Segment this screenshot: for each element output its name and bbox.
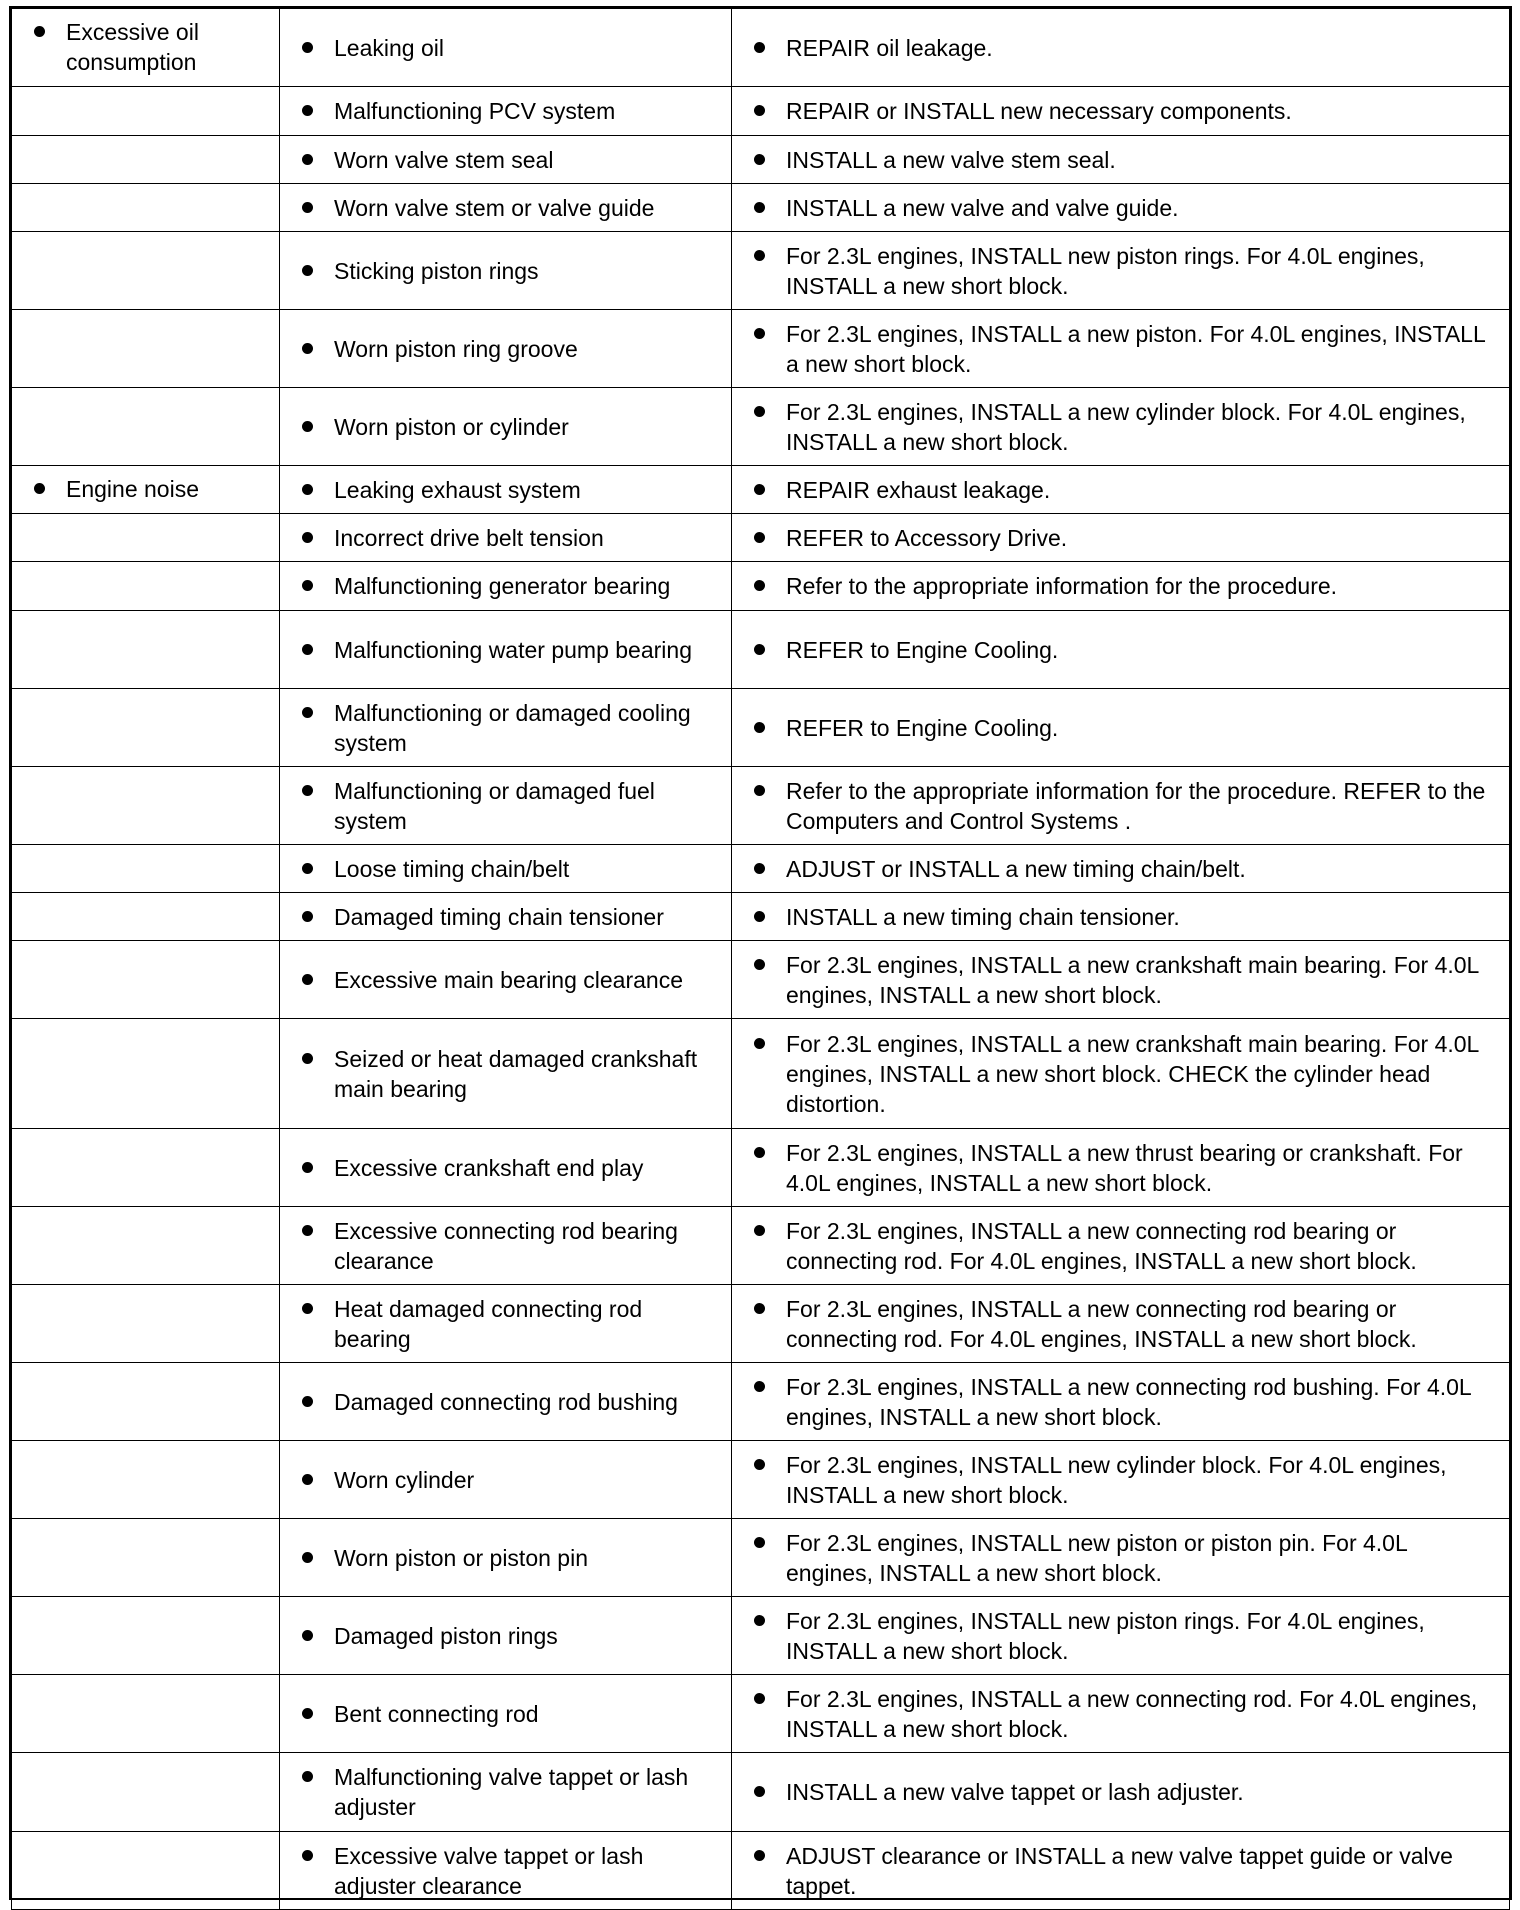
- table-row: [12, 893, 1510, 941]
- condition-cell: [12, 310, 280, 388]
- cause-item: [302, 1621, 721, 1651]
- condition-cell: [12, 466, 280, 514]
- cause-item: [302, 1465, 721, 1495]
- cause-item: [302, 523, 721, 553]
- action-text: For 2.3L engines, INSTALL new piston rings. For 4.0L engines, INSTALL a new short block.: [786, 1607, 1425, 1664]
- condition-cell: [12, 1519, 280, 1597]
- cause-item: [302, 698, 721, 758]
- cause-cell: [280, 184, 732, 232]
- action-cell: [732, 1019, 1510, 1129]
- action-text: For 2.3L engines, INSTALL a new connecting rod bushing. For 4.0L engines, INSTALL a new short block.: [786, 1373, 1471, 1430]
- table-row: [12, 1441, 1510, 1519]
- table-row: [12, 767, 1510, 845]
- action-cell: [732, 514, 1510, 562]
- cause-text: Leaking oil: [334, 34, 444, 61]
- bullet-icon: [302, 1552, 313, 1563]
- condition-cell: [12, 1441, 280, 1519]
- condition-text: Excessive oil consumption: [66, 19, 199, 75]
- cause-text: Malfunctioning water pump bearing: [334, 636, 692, 663]
- cause-cell: [280, 87, 732, 136]
- bullet-icon: [754, 959, 765, 970]
- bullet-icon: [754, 1147, 765, 1158]
- action-text: REFER to Engine Cooling.: [786, 714, 1059, 741]
- cause-item: [302, 412, 721, 442]
- cause-item: [302, 1543, 721, 1573]
- bullet-icon: [754, 250, 765, 261]
- cause-cell: [280, 466, 732, 514]
- condition-cell: [12, 1675, 280, 1753]
- action-text: REPAIR exhaust leakage.: [786, 476, 1051, 503]
- cause-cell: [280, 514, 732, 562]
- bullet-icon: [754, 1038, 765, 1049]
- action-text: REPAIR oil leakage.: [786, 34, 993, 61]
- action-cell: [732, 1832, 1510, 1910]
- bullet-icon: [754, 484, 765, 495]
- action-cell: [732, 232, 1510, 310]
- cause-cell: [280, 388, 732, 466]
- cause-cell: [280, 689, 732, 767]
- table-row: [12, 310, 1510, 388]
- action-cell: [732, 845, 1510, 893]
- cause-cell: [280, 1019, 732, 1129]
- action-text: For 2.3L engines, INSTALL a new connecting rod bearing or connecting rod. For 4.0L engines, INSTALL a new short block.: [786, 1217, 1417, 1274]
- bullet-icon: [754, 1381, 765, 1392]
- action-cell: [732, 562, 1510, 611]
- table-row: [12, 1363, 1510, 1441]
- cause-item: [302, 475, 721, 505]
- action-cell: [732, 1363, 1510, 1441]
- cause-item: [302, 1216, 721, 1276]
- condition-cell: [12, 232, 280, 310]
- table-row: [12, 1207, 1510, 1285]
- bullet-icon: [302, 580, 313, 591]
- bullet-icon: [302, 1396, 313, 1407]
- action-cell: [732, 9, 1510, 87]
- cause-item: [302, 256, 721, 286]
- cause-text: Excessive valve tappet or lash adjuster clearance: [334, 1842, 644, 1899]
- bullet-icon: [754, 1615, 765, 1626]
- condition-cell: [12, 388, 280, 466]
- bullet-icon: [754, 644, 765, 655]
- diagnosis-table-body: [12, 9, 1510, 1910]
- bullet-icon: [302, 974, 313, 985]
- bullet-icon: [302, 644, 313, 655]
- cause-text: Bent connecting rod: [334, 1700, 539, 1727]
- bullet-icon: [302, 1225, 313, 1236]
- action-cell: [732, 466, 1510, 514]
- cause-cell: [280, 310, 732, 388]
- bullet-icon: [302, 1053, 313, 1064]
- bullet-icon: [754, 580, 765, 591]
- action-text: ADJUST or INSTALL a new timing chain/belt.: [786, 855, 1246, 882]
- table-row: [12, 1753, 1510, 1832]
- action-text: For 2.3L engines, INSTALL a new piston. For 4.0L engines, INSTALL a new short block.: [786, 320, 1485, 377]
- cause-text: Heat damaged connecting rod bearing: [334, 1295, 643, 1352]
- action-item: [754, 1294, 1499, 1354]
- cause-cell: [280, 1597, 732, 1675]
- bullet-icon: [34, 483, 45, 494]
- action-cell: [732, 1597, 1510, 1675]
- bullet-icon: [754, 154, 765, 165]
- condition-cell: [12, 1363, 280, 1441]
- cause-cell: [280, 1207, 732, 1285]
- bullet-icon: [754, 202, 765, 213]
- bullet-icon: [754, 1786, 765, 1797]
- bullet-icon: [754, 1225, 765, 1236]
- cause-item: [302, 334, 721, 364]
- bullet-icon: [302, 1162, 313, 1173]
- cause-item: [302, 1762, 721, 1822]
- action-text: REFER to Engine Cooling.: [786, 636, 1059, 663]
- table-row: [12, 466, 1510, 514]
- condition-cell: [12, 184, 280, 232]
- action-text: For 2.3L engines, INSTALL a new connecting rod bearing or connecting rod. For 4.0L engines, INSTALL a new short block.: [786, 1295, 1417, 1352]
- action-text: For 2.3L engines, INSTALL a new thrust bearing or crankshaft. For 4.0L engines, INSTALL a new short block.: [786, 1139, 1463, 1196]
- bullet-icon: [754, 1537, 765, 1548]
- condition-cell: [12, 767, 280, 845]
- table-row: [12, 514, 1510, 562]
- bullet-icon: [754, 1303, 765, 1314]
- action-item: [754, 571, 1499, 601]
- action-cell: [732, 310, 1510, 388]
- table-row: [12, 388, 1510, 466]
- action-item: [754, 1450, 1499, 1510]
- table-row: [12, 87, 1510, 136]
- action-item: [754, 950, 1499, 1010]
- bullet-icon: [754, 328, 765, 339]
- bullet-icon: [302, 1630, 313, 1641]
- table-row: [12, 562, 1510, 611]
- action-text: REPAIR or INSTALL new necessary components.: [786, 98, 1292, 124]
- bullet-icon: [302, 343, 313, 354]
- action-text: For 2.3L engines, INSTALL new piston rings. For 4.0L engines, INSTALL a new short block.: [786, 242, 1425, 299]
- condition-cell: [12, 9, 280, 87]
- action-item: [754, 475, 1499, 505]
- action-text: For 2.3L engines, INSTALL new piston or piston pin. For 4.0L engines, INSTALL a new short block.: [786, 1529, 1407, 1586]
- cause-cell: [280, 1675, 732, 1753]
- cause-text: Worn piston ring groove: [334, 335, 578, 362]
- bullet-icon: [302, 265, 313, 276]
- bullet-icon: [754, 532, 765, 543]
- cause-text: Malfunctioning valve tappet or lash adjuster: [334, 1764, 689, 1820]
- table-row: [12, 1675, 1510, 1753]
- action-text: For 2.3L engines, INSTALL a new connecting rod. For 4.0L engines, INSTALL a new short block.: [786, 1685, 1478, 1742]
- action-text: INSTALL a new valve and valve guide.: [786, 194, 1179, 221]
- action-cell: [732, 1441, 1510, 1519]
- table-row: [12, 1519, 1510, 1597]
- diagnosis-table: [11, 8, 1510, 1910]
- action-item: [754, 397, 1499, 457]
- action-item: [754, 319, 1499, 379]
- condition-cell: [12, 1832, 280, 1910]
- bullet-icon: [34, 26, 45, 37]
- cause-cell: [280, 9, 732, 87]
- cause-cell: [280, 1832, 732, 1910]
- cause-text: Worn piston or cylinder: [334, 413, 569, 440]
- action-text: For 2.3L engines, INSTALL a new cylinder block. For 4.0L engines, INSTALL a new short block.: [786, 398, 1466, 455]
- table-row: [12, 1129, 1510, 1207]
- table-row: [12, 611, 1510, 689]
- table-row: [12, 1019, 1510, 1129]
- action-cell: [732, 1285, 1510, 1363]
- action-text: For 2.3L engines, INSTALL a new crankshaft main bearing. For 4.0L engines, INSTALL a new short block. CHECK the cylinder head distortion.: [786, 1030, 1479, 1117]
- cause-text: Sticking piston rings: [334, 257, 539, 284]
- action-cell: [732, 941, 1510, 1019]
- cause-text: Malfunctioning generator bearing: [334, 573, 671, 599]
- action-item: [754, 145, 1499, 175]
- condition-cell: [12, 514, 280, 562]
- bullet-icon: [754, 911, 765, 922]
- action-item: [754, 713, 1499, 743]
- action-item: [754, 193, 1499, 223]
- action-item: [754, 1372, 1499, 1432]
- condition-item: [34, 17, 269, 77]
- bullet-icon: [302, 911, 313, 922]
- cause-item: [302, 1841, 721, 1901]
- condition-item: [34, 474, 269, 504]
- bullet-icon: [302, 484, 313, 495]
- cause-item: [302, 1294, 721, 1354]
- bullet-icon: [754, 406, 765, 417]
- cause-item: [302, 1387, 721, 1417]
- condition-cell: [12, 611, 280, 689]
- cause-text: Excessive main bearing clearance: [334, 966, 684, 993]
- cause-text: Excessive connecting rod bearing clearance: [334, 1217, 678, 1274]
- table-row: [12, 845, 1510, 893]
- cause-text: Damaged connecting rod bushing: [334, 1388, 678, 1415]
- action-item: [754, 523, 1499, 553]
- cause-text: Malfunctioning or damaged cooling system: [334, 699, 691, 756]
- table-row: [12, 232, 1510, 310]
- action-item: [754, 33, 1499, 63]
- condition-cell: [12, 87, 280, 136]
- condition-cell: [12, 1285, 280, 1363]
- bullet-icon: [302, 105, 313, 116]
- bullet-icon: [302, 785, 313, 796]
- cause-cell: [280, 1441, 732, 1519]
- cause-text: Malfunctioning PCV system: [334, 98, 616, 124]
- action-item: [754, 1138, 1499, 1198]
- action-cell: [732, 1753, 1510, 1832]
- cause-item: [302, 902, 721, 932]
- table-row: [12, 9, 1510, 87]
- bullet-icon: [754, 105, 765, 116]
- bullet-icon: [302, 1303, 313, 1314]
- action-text: INSTALL a new valve stem seal.: [786, 146, 1116, 173]
- action-text: INSTALL a new timing chain tensioner.: [786, 903, 1180, 930]
- cause-cell: [280, 941, 732, 1019]
- bullet-icon: [302, 707, 313, 718]
- cause-item: [302, 193, 721, 223]
- action-item: [754, 902, 1499, 932]
- cause-cell: [280, 1363, 732, 1441]
- action-cell: [732, 1675, 1510, 1753]
- bullet-icon: [754, 42, 765, 53]
- action-text: Refer to the appropriate information for the procedure. REFER to the Computers and Control Systems .: [786, 777, 1486, 834]
- condition-cell: [12, 1129, 280, 1207]
- action-cell: [732, 184, 1510, 232]
- bullet-icon: [754, 722, 765, 733]
- condition-cell: [12, 689, 280, 767]
- cause-cell: [280, 893, 732, 941]
- action-text: REFER to Accessory Drive.: [786, 524, 1068, 551]
- cause-cell: [280, 1519, 732, 1597]
- cause-text: Seized or heat damaged crankshaft main bearing: [334, 1045, 698, 1102]
- action-item: [754, 241, 1499, 301]
- action-item: [754, 776, 1499, 836]
- bullet-icon: [302, 202, 313, 213]
- condition-cell: [12, 1753, 280, 1832]
- table-row: [12, 184, 1510, 232]
- condition-cell: [12, 893, 280, 941]
- cause-cell: [280, 767, 732, 845]
- action-cell: [732, 388, 1510, 466]
- cause-text: Worn cylinder: [334, 1466, 475, 1493]
- condition-cell: [12, 1597, 280, 1675]
- action-item: [754, 1606, 1499, 1666]
- table-row: [12, 1832, 1510, 1910]
- bullet-icon: [754, 863, 765, 874]
- cause-cell: [280, 1285, 732, 1363]
- table-row: [12, 1597, 1510, 1675]
- condition-cell: [12, 562, 280, 611]
- condition-cell: [12, 136, 280, 184]
- action-text: ADJUST clearance or INSTALL a new valve tappet guide or valve tappet.: [786, 1842, 1453, 1899]
- action-cell: [732, 767, 1510, 845]
- action-cell: [732, 1519, 1510, 1597]
- table-row: [12, 136, 1510, 184]
- cause-item: [302, 571, 721, 601]
- cause-cell: [280, 1129, 732, 1207]
- cause-item: [302, 635, 721, 665]
- cause-text: Excessive crankshaft end play: [334, 1154, 644, 1181]
- bullet-icon: [302, 154, 313, 165]
- bullet-icon: [302, 1708, 313, 1719]
- cause-text: Incorrect drive belt tension: [334, 524, 604, 551]
- action-item: [754, 635, 1499, 665]
- table-row: [12, 941, 1510, 1019]
- bullet-icon: [302, 532, 313, 543]
- bullet-icon: [302, 421, 313, 432]
- action-cell: [732, 611, 1510, 689]
- cause-text: Worn valve stem seal: [334, 146, 554, 173]
- cause-item: [302, 1153, 721, 1183]
- bullet-icon: [302, 1771, 313, 1782]
- cause-item: [302, 854, 721, 884]
- condition-cell: [12, 941, 280, 1019]
- action-cell: [732, 1207, 1510, 1285]
- cause-text: Worn piston or piston pin: [334, 1544, 588, 1571]
- action-item: [754, 1777, 1499, 1807]
- cause-cell: [280, 232, 732, 310]
- action-text: For 2.3L engines, INSTALL new cylinder block. For 4.0L engines, INSTALL a new short block.: [786, 1451, 1447, 1508]
- cause-item: [302, 1699, 721, 1729]
- cause-cell: [280, 611, 732, 689]
- cause-cell: [280, 1753, 732, 1832]
- action-cell: [732, 893, 1510, 941]
- cause-cell: [280, 136, 732, 184]
- cause-text: Leaking exhaust system: [334, 476, 581, 503]
- table-row: [12, 689, 1510, 767]
- cause-text: Damaged timing chain tensioner: [334, 903, 664, 930]
- cause-text: Loose timing chain/belt: [334, 855, 570, 882]
- cause-text: Damaged piston rings: [334, 1622, 558, 1649]
- bullet-icon: [754, 1850, 765, 1861]
- action-item: [754, 96, 1499, 126]
- cause-cell: [280, 845, 732, 893]
- action-text: Refer to the appropriate information for the procedure.: [786, 573, 1338, 599]
- action-cell: [732, 136, 1510, 184]
- table-row: [12, 1285, 1510, 1363]
- cause-item: [302, 776, 721, 836]
- bullet-icon: [754, 1459, 765, 1470]
- cause-item: [302, 1044, 721, 1104]
- cause-item: [302, 145, 721, 175]
- action-text: INSTALL a new valve tappet or lash adjuster.: [786, 1779, 1244, 1805]
- bullet-icon: [302, 863, 313, 874]
- action-item: [754, 1029, 1499, 1119]
- action-item: [754, 854, 1499, 884]
- troubleshooting-sheet: [9, 6, 1512, 1900]
- condition-cell: [12, 1207, 280, 1285]
- bullet-icon: [754, 1693, 765, 1704]
- cause-text: Worn valve stem or valve guide: [334, 194, 655, 221]
- action-cell: [732, 689, 1510, 767]
- condition-cell: [12, 1019, 280, 1129]
- cause-text: Malfunctioning or damaged fuel system: [334, 777, 655, 834]
- bullet-icon: [302, 42, 313, 53]
- bullet-icon: [302, 1850, 313, 1861]
- condition-text: Engine noise: [66, 476, 199, 502]
- bullet-icon: [754, 785, 765, 796]
- action-item: [754, 1841, 1499, 1901]
- cause-cell: [280, 562, 732, 611]
- action-cell: [732, 87, 1510, 136]
- condition-cell: [12, 845, 280, 893]
- action-cell: [732, 1129, 1510, 1207]
- cause-item: [302, 965, 721, 995]
- bullet-icon: [302, 1474, 313, 1485]
- action-item: [754, 1528, 1499, 1588]
- action-item: [754, 1684, 1499, 1744]
- cause-item: [302, 33, 721, 63]
- cause-item: [302, 96, 721, 126]
- action-text: For 2.3L engines, INSTALL a new crankshaft main bearing. For 4.0L engines, INSTALL a new short block.: [786, 951, 1479, 1008]
- action-item: [754, 1216, 1499, 1276]
